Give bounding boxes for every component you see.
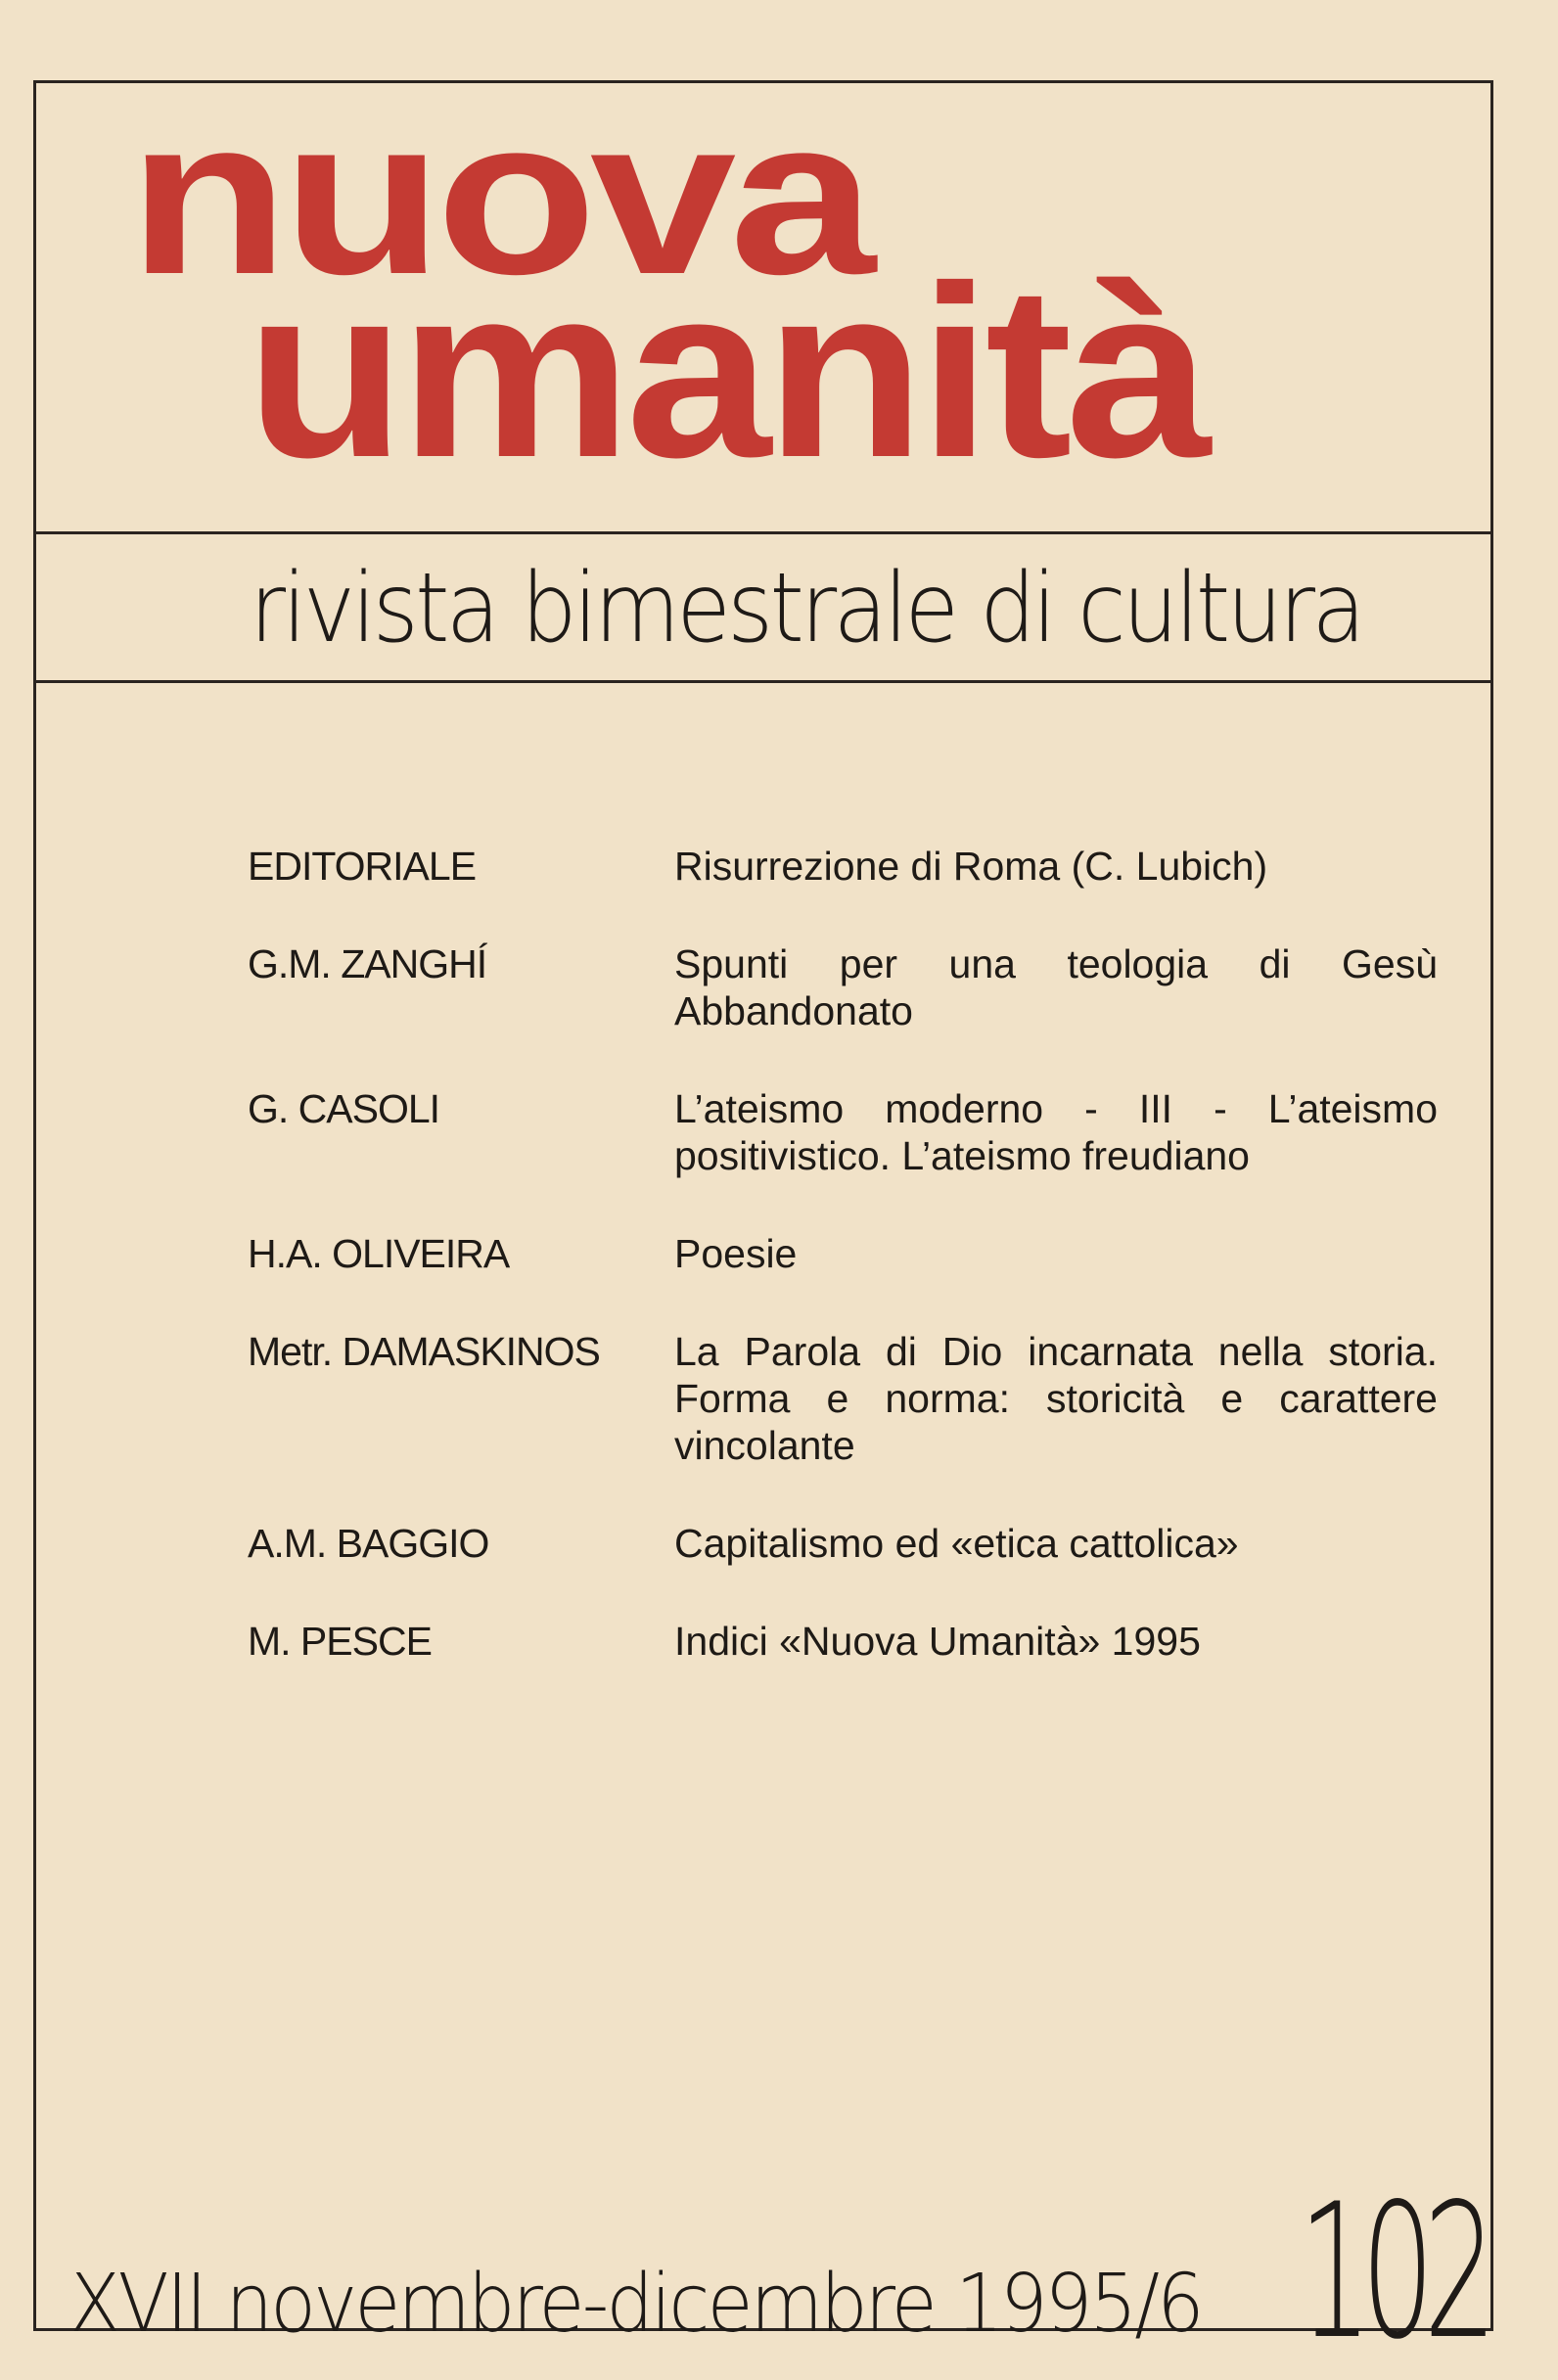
toc-entry [248, 1328, 1471, 1469]
issue-number: 102 [1299, 2164, 1487, 2380]
toc-author: Metr. DAMASKINOS [248, 1329, 600, 1374]
toc-author: G.M. ZANGHÍ [248, 941, 487, 986]
table-of-contents [248, 843, 1471, 1716]
toc-author: G. CASOLI [248, 1086, 440, 1131]
toc-title: L’ateismo moderno - III - L’ateismo positivistico. L’ateismo freudiano [674, 1086, 1438, 1178]
toc-entry [248, 1085, 1471, 1179]
cover-frame [33, 72, 1493, 2380]
toc-author: A.M. BAGGIO [248, 1521, 489, 1566]
toc-title: Capitalismo ed «etica cattolica» [674, 1521, 1239, 1566]
toc-author: EDITORIALE [248, 844, 477, 889]
toc-entry [248, 843, 1471, 890]
toc-entry [248, 1520, 1471, 1567]
magazine-subtitle: rivista bimestrale di cultura [250, 553, 1362, 664]
issue-date: XVII novembre-dicembre 1995/6 [69, 2258, 1202, 2351]
magazine-title-line-2: umanità [246, 235, 1206, 508]
toc-entry [248, 940, 1471, 1034]
toc-entry [248, 1618, 1471, 1665]
toc-author: M. PESCE [248, 1619, 432, 1664]
masthead-divider-top [36, 531, 1490, 534]
toc-title: Poesie [674, 1231, 798, 1276]
toc-title: Spunti per una teologia di Gesù Abbandonato [674, 941, 1438, 1033]
toc-title: La Parola di Dio incarnata nella storia. Forma e norma: storicità e carattere vincolante [674, 1329, 1438, 1468]
toc-entry [248, 1230, 1471, 1277]
toc-title: Risurrezione di Roma (C. Lubich) [674, 844, 1268, 889]
masthead-divider-bottom [36, 680, 1490, 683]
toc-author: H.A. OLIVEIRA [248, 1231, 510, 1276]
magazine-title-line-1: nuova [128, 72, 869, 321]
toc-title: Indici «Nuova Umanità» 1995 [674, 1619, 1201, 1664]
